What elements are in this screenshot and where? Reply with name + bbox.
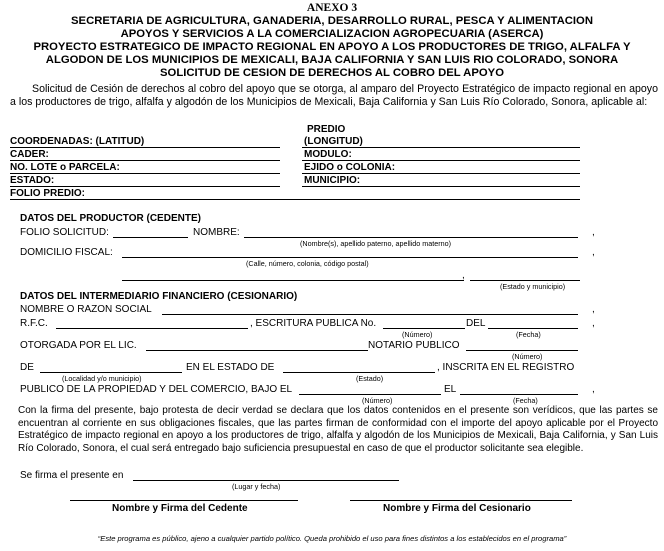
annex-label: ANEXO 3 (306, 2, 358, 14)
de-label: DE (20, 362, 34, 373)
domicilio-line-2[interactable] (122, 280, 464, 281)
nombre-line[interactable] (244, 237, 578, 238)
otorgada-line[interactable] (146, 350, 368, 351)
localidad-hint: (Localidad y/o municipio) (62, 374, 142, 383)
coordenadas-line[interactable] (10, 147, 280, 148)
del-line[interactable] (488, 328, 578, 329)
nombre-label: NOMBRE: (193, 227, 240, 238)
inscrita-label: , INSCRITA EN EL REGISTRO (437, 362, 575, 373)
estado-line[interactable] (10, 186, 280, 187)
estado-municipio-hint: (Estado y municipio) (500, 282, 566, 291)
cesionario-signature-label: Nombre y Firma del Cesionario (383, 503, 531, 514)
domicilio-line[interactable] (122, 257, 578, 258)
registro-numero-hint: (Número) (362, 396, 393, 405)
otorgada-label: OTORGADA POR EL LIC. (20, 340, 137, 351)
longitud-line[interactable] (302, 147, 580, 148)
escritura-label: , ESCRITURA PUBLICA No. (250, 318, 377, 329)
nombre-comma: , (592, 227, 595, 238)
municipio-label: MUNICIPIO: (304, 175, 361, 186)
cader-label: CADER: (10, 149, 49, 160)
longitud-label: (LONGITUD) (304, 136, 363, 147)
signed-label: Se firma el presente en (20, 470, 124, 481)
municipio-line[interactable] (302, 186, 580, 187)
folio-predio-label: FOLIO PREDIO: (10, 188, 85, 199)
notario-line[interactable] (466, 350, 578, 351)
footer-disclaimer: “Este programa es público, ajeno a cualquier partido político. Queda prohibido el uso para fines distintos a los establecidos en el programa” (97, 534, 567, 543)
domicilio-2-comma: , (462, 270, 465, 281)
cedente-signature-line[interactable] (70, 500, 298, 501)
calle-hint: (Calle, número, colonia, código postal) (246, 259, 369, 268)
header-line-2: APOYOS Y SERVICIOS A LA COMERCIALIZACION AGROPECUARIA (ASERCA) (120, 28, 544, 40)
lote-line[interactable] (10, 173, 280, 174)
coordenadas-label: COORDENADAS: (LATITUD) (10, 136, 145, 147)
folio-solicitud-line[interactable] (113, 237, 188, 238)
header-line-3: PROYECTO ESTRATEGICO DE IMPACTO REGIONAL EN APOYO A LOS PRODUCTORES DE TRIGO, ALFALFA Y (33, 41, 631, 53)
modulo-label: MODULO: (304, 149, 352, 160)
modulo-line[interactable] (302, 160, 580, 161)
cesionario-signature-line[interactable] (350, 500, 572, 501)
localidad-line[interactable] (40, 372, 182, 373)
predio-title: PREDIO (307, 124, 346, 135)
registro-fecha-line[interactable] (460, 394, 578, 395)
en-estado-label: EN EL ESTADO DE (186, 362, 275, 373)
escritura-fecha-hint: (Fecha) (516, 330, 541, 339)
estado-hint: (Estado) (356, 374, 384, 383)
lugar-fecha-line[interactable] (133, 480, 399, 481)
rfc-label: R.F.C. (20, 318, 48, 329)
ejido-label: EJIDO o COLONIA: (304, 162, 396, 173)
domicilio-comma: , (592, 247, 595, 258)
registro-comma: , (592, 384, 595, 395)
del-label: DEL (466, 318, 486, 329)
header-line-4: ALGODON DE LOS MUNICIPIOS DE MEXICALI, BAJA CALIFORNIA Y SAN LUIS RIO COLORADO, SONORA (45, 54, 619, 66)
lote-label: NO. LOTE o PARCELA: (10, 162, 120, 173)
el-label: EL (444, 384, 457, 395)
productor-title: DATOS DEL PRODUCTOR (CEDENTE) (20, 213, 201, 224)
del-comma: , (592, 318, 595, 329)
rfc-line[interactable] (56, 328, 248, 329)
ejido-line[interactable] (302, 173, 580, 174)
escritura-numero-hint: (Número) (402, 330, 433, 339)
publico-label: PUBLICO DE LA PROPIEDAD Y DEL COMERCIO, BAJO EL (20, 384, 293, 395)
nombre-hint: (Nombre(s), apellido paterno, apellido materno) (300, 239, 452, 248)
domicilio-label: DOMICILIO FISCAL: (20, 247, 113, 258)
escritura-line[interactable] (383, 328, 465, 329)
razon-label: NOMBRE O RAZON SOCIAL (20, 304, 152, 315)
registro-fecha-hint: (Fecha) (513, 396, 538, 405)
lugar-fecha-hint: (Lugar y fecha) (232, 482, 281, 491)
cedente-signature-label: Nombre y Firma del Cedente (112, 503, 248, 514)
header-line-5: SOLICITUD DE CESION DE DERECHOS AL COBRO DEL APOYO (160, 67, 504, 79)
razon-line[interactable] (162, 314, 578, 315)
notario-numero-hint: (Número) (512, 352, 543, 361)
intro-paragraph: Solicitud de Cesión de derechos al cobro del apoyo que se otorga, al amparo del Proyecto Estratégico de impacto regional en apoyo a los productores de trigo, alfalfa y algodón de los Municipios de Mexicali, Baja California y San Luis Río Colorado, Sonora, aplicable al: (10, 83, 658, 108)
cader-line[interactable] (10, 160, 280, 161)
estado-line-2[interactable] (283, 372, 435, 373)
declaration-paragraph: Con la firma del presente, bajo protesta de decir verdad se declara que los datos contenidos en el presente son verídicos, que las partes se encuentran al corriente en sus obligaciones fiscales, que las partes firman de conformidad con el importe del apoyo aplicable por el Proyecto Estratégico de impacto regional en apoyo a los productores de trigo, alfalfa y algodón de los Municipios de Mexicali, Baja California, y San Luis Río Colorado, Sonora, el cual será entregado bajo suficiencia presupuestal en caso de que el productor solicitante sea elegible. (18, 405, 658, 454)
registro-numero-line[interactable] (299, 394, 441, 395)
estado-municipio-line[interactable] (470, 280, 580, 281)
header-line-1: SECRETARIA DE AGRICULTURA, GANADERIA, DESARROLLO RURAL, PESCA Y ALIMENTACION (71, 15, 593, 27)
razon-comma: , (592, 304, 595, 315)
notario-label: NOTARIO PUBLICO (368, 340, 460, 351)
intermediario-title: DATOS DEL INTERMEDIARIO FINANCIERO (CESIONARIO) (20, 291, 298, 302)
estado-label: ESTADO: (10, 175, 55, 186)
folio-predio-line[interactable] (10, 199, 580, 200)
folio-solicitud-label: FOLIO SOLICITUD: (20, 227, 109, 238)
